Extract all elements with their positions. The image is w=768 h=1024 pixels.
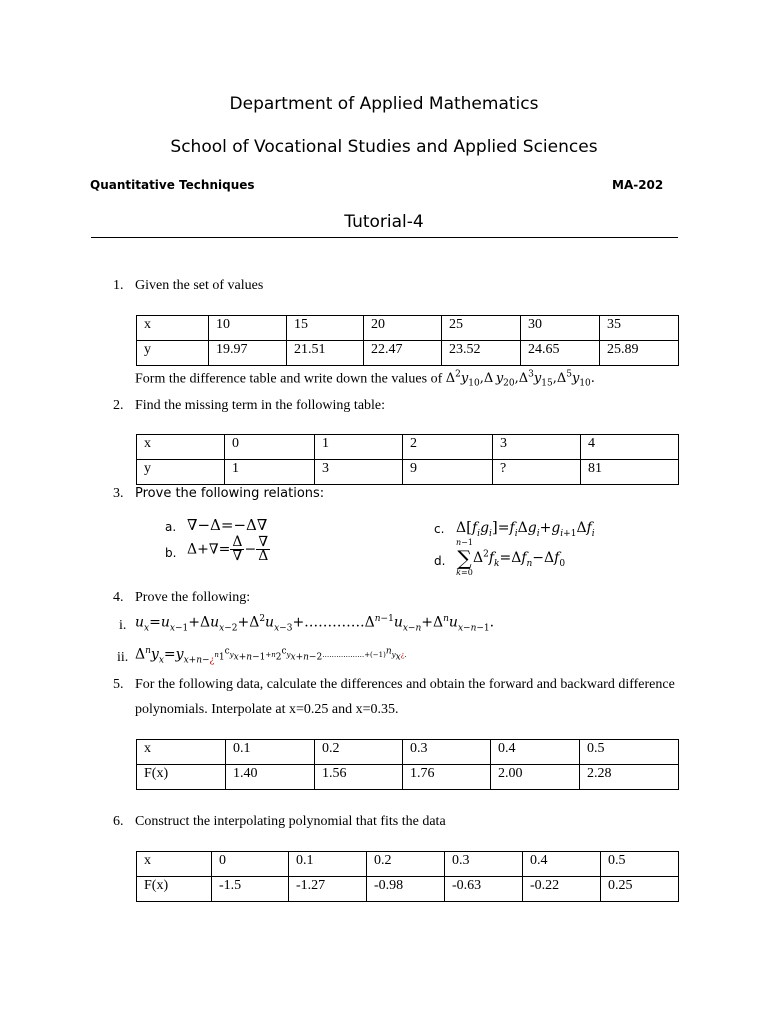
table-cell: -0.22 <box>523 877 601 902</box>
table-cell: 2.00 <box>491 765 580 790</box>
table-row <box>137 877 679 902</box>
q4-label-i: i. <box>119 618 127 633</box>
table-cell: 10 <box>209 316 287 341</box>
tutorial-title: Tutorial-4 <box>344 212 424 232</box>
q3a-formula: ∇−Δ=−Δ∇ <box>187 516 268 534</box>
table-cell: 24.65 <box>521 341 600 366</box>
table-cell: 1.40 <box>226 765 315 790</box>
q1-text: Given the set of values <box>135 278 264 293</box>
table-cell: 3 <box>315 460 403 485</box>
table-row <box>137 740 679 765</box>
table-cell: 1 <box>315 435 403 460</box>
q3-label-c: c. <box>434 522 445 536</box>
q1-instruction: Form the difference table and write down the values of <box>135 371 443 387</box>
table-cell: 0.1 <box>289 852 367 877</box>
table-cell: 30 <box>521 316 600 341</box>
course-code: MA-202 <box>612 178 664 192</box>
q3-label-a: a. <box>165 520 177 534</box>
q3c-formula: $\Delta[f_ig_i]=f_i\Delta g_i+g_{i+1}\Delta f_i$ <box>456 518 595 539</box>
table-cell: 0.25 <box>601 877 679 902</box>
table-cell: 2 <box>403 435 493 460</box>
q5-number: 5. <box>113 677 124 692</box>
q1-difference-expression: $\Delta^2y_{10},\Delta$ $y_{20},\Delta^3y_{15},\Delta^5y_{10}$. <box>445 370 595 389</box>
q3b-formula: Δ+∇= $\frac{\Delta}{\nabla}$ − $\frac{\nabla}{\Delta}$ <box>187 534 269 564</box>
department-title: Department of Applied Mathematics <box>229 94 539 114</box>
table-cell: x <box>137 740 226 765</box>
q4ii-formula: $\Delta^ny_x=y_{x+n-¿}n_1^cy_{x+n-1}+n_2^cy_{x+n-2}\dots\dots\dots\dots\dots\dots+(-1)^ny_x¿$. <box>135 646 407 666</box>
table-row <box>137 765 679 790</box>
table-cell: 0.2 <box>367 852 445 877</box>
q2-number: 2. <box>113 398 124 413</box>
q6-number: 6. <box>113 814 124 829</box>
table-cell: 23.52 <box>442 341 521 366</box>
table-cell: 0.2 <box>315 740 403 765</box>
q4i-formula: $u_x=u_{x-1}+\Delta u_{x-2}+\Delta^2u_{x-3}+\dots\dots\dots\dots.\Delta^{n-1}u_{x-n}+\Delta^nu_{x-n-1}$. <box>135 614 495 634</box>
q4-number: 4. <box>113 590 124 605</box>
table-cell: ? <box>493 460 581 485</box>
table-cell: F(x) <box>137 877 212 902</box>
table-cell: 2.28 <box>580 765 679 790</box>
table-row <box>137 316 679 341</box>
table-cell: F(x) <box>137 765 226 790</box>
table-cell: 1.76 <box>403 765 491 790</box>
q5-text-line1: For the following data, calculate the differences and obtain the forward and backward difference <box>135 677 675 692</box>
q3-label-b: b. <box>165 546 177 560</box>
table-cell: 25.89 <box>600 341 679 366</box>
table-cell: 1.56 <box>315 765 403 790</box>
q1-table <box>136 315 679 366</box>
table-cell: 0.5 <box>601 852 679 877</box>
table-cell: 20 <box>364 316 442 341</box>
table-cell: 9 <box>403 460 493 485</box>
table-cell: y <box>137 460 225 485</box>
table-row <box>137 852 679 877</box>
q1-after-text <box>135 370 595 389</box>
table-cell: 0 <box>225 435 315 460</box>
table-cell: 81 <box>581 460 679 485</box>
table-cell: 35 <box>600 316 679 341</box>
table-cell: 19.97 <box>209 341 287 366</box>
school-title: School of Vocational Studies and Applied Sciences <box>170 137 598 157</box>
table-cell: 22.47 <box>364 341 442 366</box>
table-cell: x <box>137 435 225 460</box>
q6-text: Construct the interpolating polynomial that fits the data <box>135 814 446 829</box>
table-cell: 0.1 <box>226 740 315 765</box>
table-cell: 0.3 <box>403 740 491 765</box>
table-cell: x <box>137 316 209 341</box>
q5-table <box>136 739 679 790</box>
table-cell: -0.63 <box>445 877 523 902</box>
q1-number: 1. <box>113 278 124 293</box>
table-cell: 25 <box>442 316 521 341</box>
table-cell: -0.98 <box>367 877 445 902</box>
table-row <box>137 435 679 460</box>
table-cell: 21.51 <box>287 341 364 366</box>
header-divider <box>91 237 678 238</box>
q2-table <box>136 434 679 485</box>
table-cell: 0.4 <box>523 852 601 877</box>
table-row <box>137 460 679 485</box>
table-cell: 0 <box>212 852 289 877</box>
table-cell: 4 <box>581 435 679 460</box>
q2-text: Find the missing term in the following table: <box>135 398 386 413</box>
q3-number: 3. <box>113 486 124 501</box>
table-cell: 0.5 <box>580 740 679 765</box>
table-cell: x <box>137 852 212 877</box>
q3-label-d: d. <box>434 554 446 568</box>
q5-text-line2: polynomials. Interpolate at x=0.25 and x=0.35. <box>135 702 399 717</box>
table-cell: -1.5 <box>212 877 289 902</box>
table-cell: 0.4 <box>491 740 580 765</box>
table-cell: 0.3 <box>445 852 523 877</box>
q6-table <box>136 851 679 902</box>
table-cell: 3 <box>493 435 581 460</box>
q3-text: Prove the following relations: <box>135 486 325 501</box>
table-row <box>137 341 679 366</box>
table-cell: -1.27 <box>289 877 367 902</box>
q4-text: Prove the following: <box>135 590 251 605</box>
table-cell: y <box>137 341 209 366</box>
q4-label-ii: ii. <box>117 650 129 665</box>
table-cell: 15 <box>287 316 364 341</box>
course-name: Quantitative Techniques <box>90 178 255 192</box>
table-cell: 1 <box>225 460 315 485</box>
q3d-formula: n−1 ∑ k=0 $\Delta^2f_k=\Delta f_n-\Delta f_0$ <box>456 538 566 577</box>
